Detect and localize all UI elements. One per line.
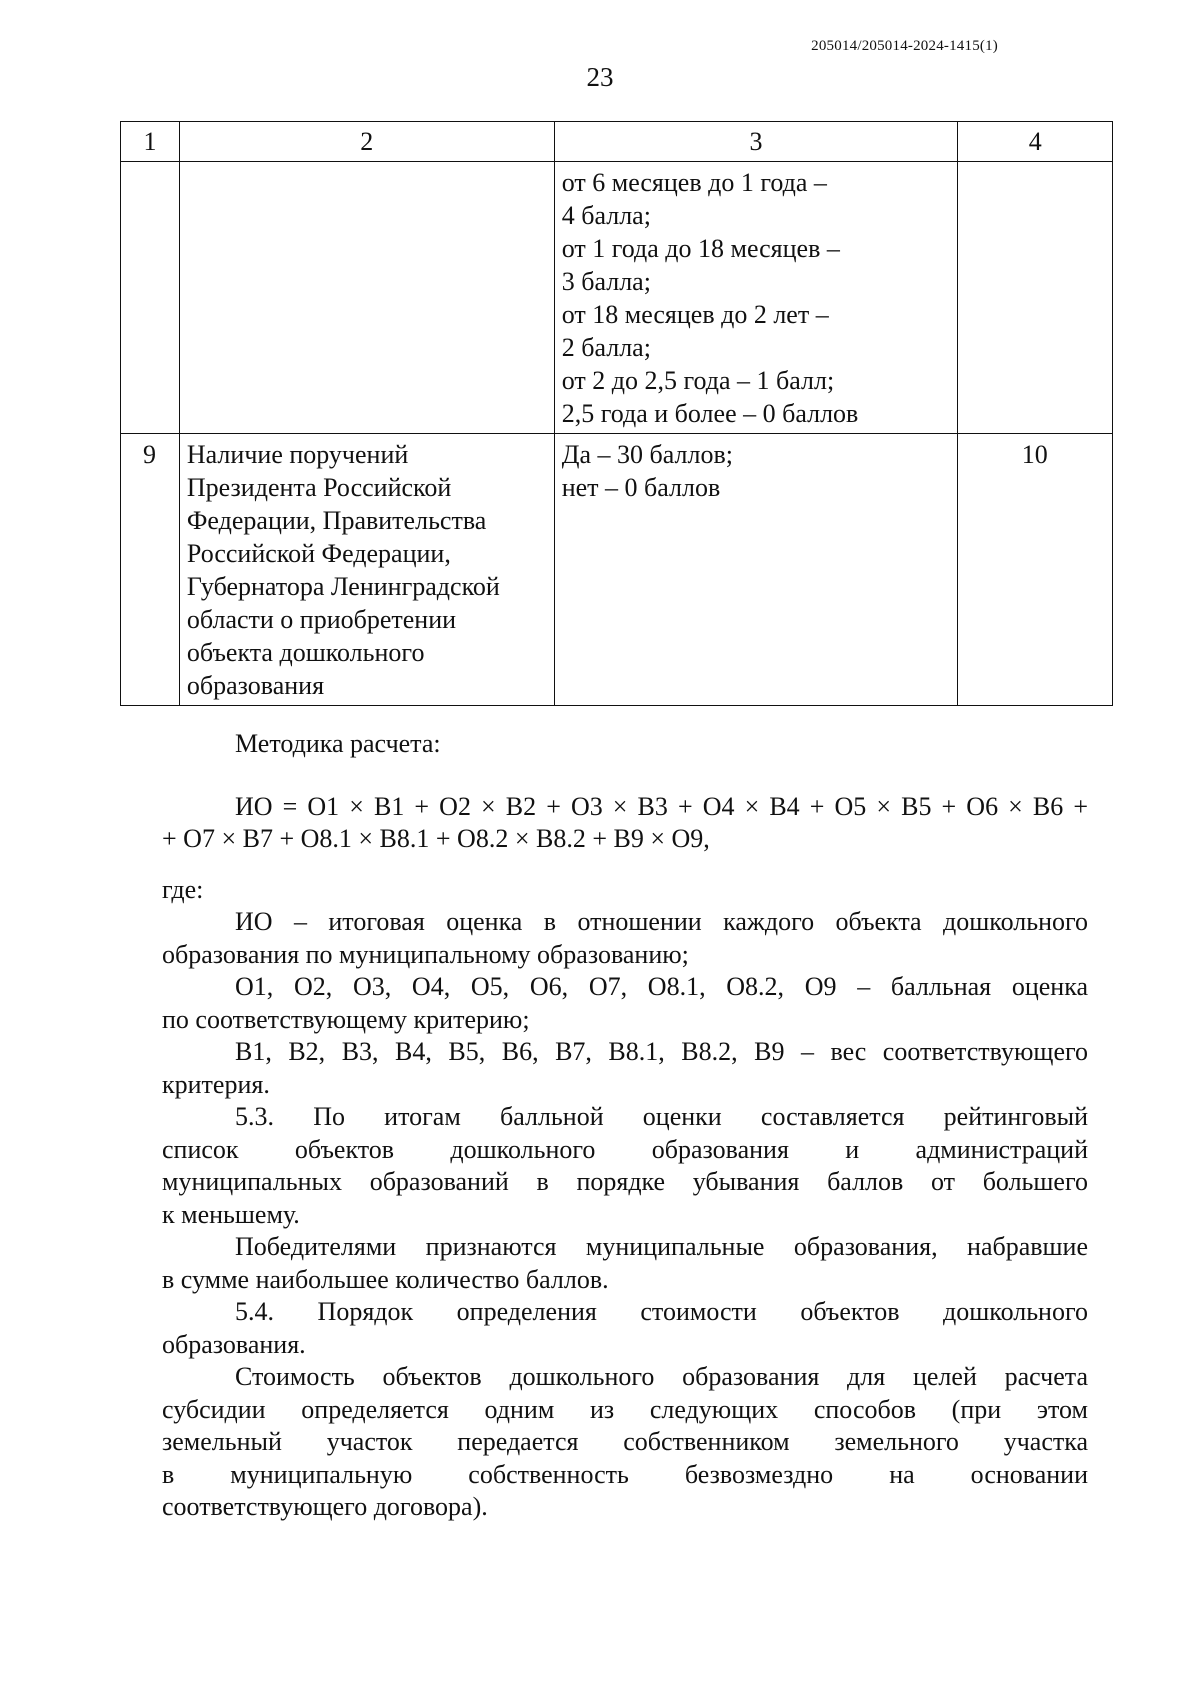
criterion-cell [179, 434, 554, 706]
score-line: 3 балла; [561, 267, 651, 296]
column-header: 2 [179, 122, 554, 162]
column-header: 3 [554, 122, 958, 162]
score-line: от 2 до 2,5 года – 1 балл; [561, 366, 835, 395]
definition-line: О1, О2, О3, О4, О5, О6, О7, О8.1, О8.2, О9 – балльная оценка [235, 972, 1088, 1001]
paragraph-line: 5.3. По итогам балльной оценки составляется рейтинговый [235, 1102, 1088, 1131]
column-header: 4 [958, 122, 1113, 162]
criterion-line: Губернатора Ленинградской [186, 572, 500, 601]
paragraph-line: земельный участок передается собственником земельного участка [162, 1427, 1088, 1456]
paragraph-line: Стоимость объектов дошкольного образования для целей расчета [235, 1362, 1088, 1391]
criterion-cell [179, 162, 554, 434]
criterion-line: образования [186, 671, 325, 700]
criteria-table [120, 121, 1113, 706]
definition-line: критерия. [162, 1069, 270, 1099]
criterion-line: Наличие поручений [186, 440, 409, 469]
section-heading-line: 5.4. Порядок определения стоимости объектов дошкольного [235, 1297, 1088, 1326]
score-line: от 6 месяцев до 1 года – [561, 168, 827, 197]
score-line: Да – 30 баллов; [561, 440, 733, 469]
scores-cell [554, 162, 958, 434]
criterion-line: области о приобретении [186, 605, 457, 634]
criterion-line: объекта дошкольного [186, 638, 425, 667]
formula-line: ИО = О1 × В1 + О2 × В2 + О3 × В3 + О4 × В4 + О5 × В5 + О6 × В6 + [235, 791, 1088, 821]
scores-cell [554, 434, 958, 706]
score-line: от 1 года до 18 месяцев – [561, 234, 840, 263]
definition-line: по соответствующему критерию; [162, 1004, 530, 1034]
formula [162, 791, 1088, 856]
criterion-line: Президента Российской [186, 473, 452, 502]
document-body [162, 728, 1088, 1524]
table-header-row [121, 122, 1113, 162]
formula-line: + О7 × В7 + О8.1 × В8.1 + О8.2 × В8.2 + В9 × О9, [162, 824, 710, 853]
score-line: 2 балла; [561, 333, 651, 362]
score-line: 2,5 года и более – 0 баллов [561, 399, 859, 428]
column-header: 1 [121, 122, 180, 162]
definition-line: образования по муниципальному образованию; [162, 939, 689, 969]
table-row [121, 162, 1113, 434]
method-title: Методика расчета: [235, 729, 441, 758]
definition-line: В1, В2, В3, В4, В5, В6, В7, В8.1, В8.2, В9 – вес соответствующего [235, 1037, 1088, 1066]
weight-cell [958, 162, 1113, 434]
criterion-line: Российской Федерации, [186, 539, 451, 568]
row-number-cell: 9 [121, 434, 180, 706]
paragraph-line: субсидии определяется одним из следующих способов (при этом [162, 1394, 1088, 1424]
paragraph-line: соответствующего договора). [162, 1492, 488, 1521]
paragraph-line: в сумме наибольшее количество баллов. [162, 1264, 609, 1294]
score-line: от 18 месяцев до 2 лет – [561, 300, 829, 329]
row-number-cell [121, 162, 180, 434]
document-id: 205014/205014-2024-1415(1) [811, 38, 998, 54]
paragraph-line: список объектов дошкольного образования и администраций [162, 1134, 1088, 1164]
score-line: 4 балла; [561, 201, 651, 230]
criterion-line: Федерации, Правительства [186, 506, 487, 535]
paragraph-line: Победителями признаются муниципальные образования, набравшие [235, 1232, 1088, 1261]
paragraph-line: в муниципальную собственность безвозмездно на основании [162, 1459, 1088, 1489]
where-label: где: [162, 874, 204, 904]
paragraph-line: к меньшему. [162, 1199, 300, 1229]
score-line: нет – 0 баллов [561, 473, 721, 502]
section-heading-line: образования. [162, 1329, 306, 1359]
page-number: 23 [586, 62, 614, 92]
paragraph-line: муниципальных образований в порядке убывания баллов от большего [162, 1167, 1088, 1196]
table-row [121, 434, 1113, 706]
weight-cell: 10 [958, 434, 1113, 706]
definition-line: ИО – итоговая оценка в отношении каждого объекта дошкольного [235, 907, 1088, 936]
